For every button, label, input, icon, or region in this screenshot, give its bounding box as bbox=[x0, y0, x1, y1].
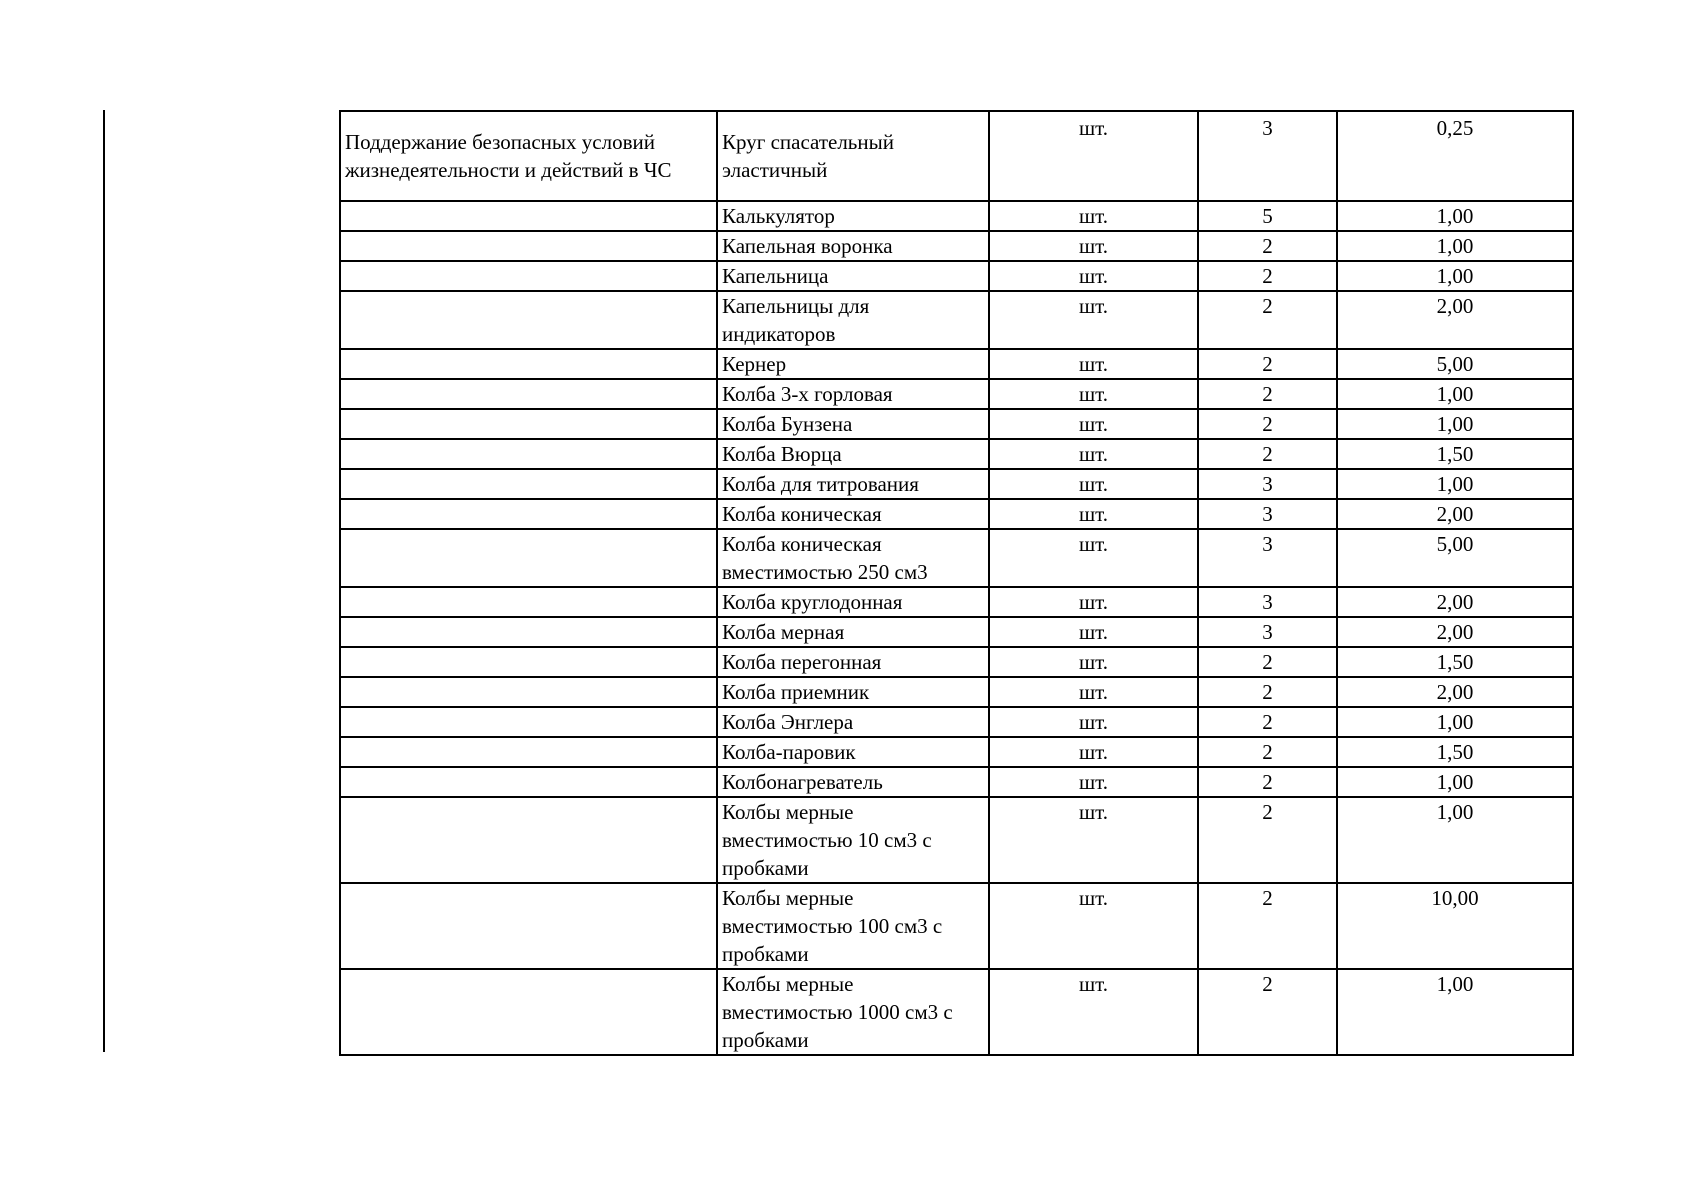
equipment-table-body bbox=[340, 111, 1573, 1055]
item-unit-cell: шт. bbox=[989, 767, 1198, 797]
item-name-cell: Колбы мерные вместимостью 1000 см3 с пробками bbox=[717, 969, 989, 1055]
item-name-cell: Капельницы для индикаторов bbox=[717, 291, 989, 349]
item-value-cell: 1,00 bbox=[1337, 201, 1573, 231]
item-unit-cell: шт. bbox=[989, 261, 1198, 291]
item-unit-cell: шт. bbox=[989, 617, 1198, 647]
section-cell-empty bbox=[340, 439, 717, 469]
section-cell-empty bbox=[340, 677, 717, 707]
table-row bbox=[340, 797, 1573, 883]
section-cell-empty bbox=[340, 767, 717, 797]
item-qty-cell: 2 bbox=[1198, 349, 1337, 379]
table-row bbox=[340, 349, 1573, 379]
table-row bbox=[340, 111, 1573, 201]
item-qty-cell: 3 bbox=[1198, 617, 1337, 647]
item-qty-cell: 3 bbox=[1198, 469, 1337, 499]
item-name-cell: Колба Вюрца bbox=[717, 439, 989, 469]
item-value-cell: 1,00 bbox=[1337, 469, 1573, 499]
item-value-cell: 2,00 bbox=[1337, 587, 1573, 617]
table-row bbox=[340, 767, 1573, 797]
table-row bbox=[340, 379, 1573, 409]
item-unit-cell: шт. bbox=[989, 379, 1198, 409]
item-qty-cell: 2 bbox=[1198, 969, 1337, 1055]
item-name-cell: Кернер bbox=[717, 349, 989, 379]
item-unit-cell: шт. bbox=[989, 349, 1198, 379]
item-name-cell: Калькулятор bbox=[717, 201, 989, 231]
item-unit-cell: шт. bbox=[989, 231, 1198, 261]
item-value-cell: 10,00 bbox=[1337, 883, 1573, 969]
item-name-cell: Колба для титрования bbox=[717, 469, 989, 499]
item-qty-cell: 2 bbox=[1198, 677, 1337, 707]
item-unit-cell: шт. bbox=[989, 111, 1198, 201]
section-cell-empty bbox=[340, 617, 717, 647]
table-row bbox=[340, 737, 1573, 767]
item-value-cell: 5,00 bbox=[1337, 529, 1573, 587]
item-name-cell: Колба 3-х горловая bbox=[717, 379, 989, 409]
item-value-cell: 1,00 bbox=[1337, 969, 1573, 1055]
item-name-cell: Капельница bbox=[717, 261, 989, 291]
item-qty-cell: 2 bbox=[1198, 883, 1337, 969]
section-cell-empty bbox=[340, 349, 717, 379]
item-value-cell: 1,50 bbox=[1337, 647, 1573, 677]
item-name-cell: Колба перегонная bbox=[717, 647, 989, 677]
item-unit-cell: шт. bbox=[989, 883, 1198, 969]
item-unit-cell: шт. bbox=[989, 201, 1198, 231]
item-qty-cell: 3 bbox=[1198, 587, 1337, 617]
table-row bbox=[340, 647, 1573, 677]
item-value-cell: 2,00 bbox=[1337, 617, 1573, 647]
table-row bbox=[340, 707, 1573, 737]
section-cell-empty bbox=[340, 409, 717, 439]
item-value-cell: 2,00 bbox=[1337, 677, 1573, 707]
item-name-cell: Колба мерная bbox=[717, 617, 989, 647]
item-unit-cell: шт. bbox=[989, 499, 1198, 529]
table-row bbox=[340, 499, 1573, 529]
section-cell-empty bbox=[340, 201, 717, 231]
section-cell-empty bbox=[340, 261, 717, 291]
item-unit-cell: шт. bbox=[989, 707, 1198, 737]
item-qty-cell: 2 bbox=[1198, 767, 1337, 797]
item-name-cell: Колба коническая вместимостью 250 см3 bbox=[717, 529, 989, 587]
item-unit-cell: шт. bbox=[989, 587, 1198, 617]
section-cell-empty bbox=[340, 969, 717, 1055]
item-qty-cell: 2 bbox=[1198, 409, 1337, 439]
item-unit-cell: шт. bbox=[989, 409, 1198, 439]
item-value-cell: 5,00 bbox=[1337, 349, 1573, 379]
left-margin-rule bbox=[103, 110, 105, 1052]
item-qty-cell: 3 bbox=[1198, 111, 1337, 201]
table-row bbox=[340, 291, 1573, 349]
section-cell-empty bbox=[340, 379, 717, 409]
item-name-cell: Колба-паровик bbox=[717, 737, 989, 767]
item-unit-cell: шт. bbox=[989, 677, 1198, 707]
table-row bbox=[340, 469, 1573, 499]
item-value-cell: 1,00 bbox=[1337, 409, 1573, 439]
table-row bbox=[340, 261, 1573, 291]
item-value-cell: 1,50 bbox=[1337, 439, 1573, 469]
item-qty-cell: 2 bbox=[1198, 647, 1337, 677]
item-qty-cell: 2 bbox=[1198, 291, 1337, 349]
item-name-cell: Круг спасательный эластичный bbox=[717, 111, 989, 201]
item-qty-cell: 2 bbox=[1198, 231, 1337, 261]
table-row bbox=[340, 617, 1573, 647]
table-row bbox=[340, 529, 1573, 587]
item-qty-cell: 2 bbox=[1198, 439, 1337, 469]
item-value-cell: 2,00 bbox=[1337, 291, 1573, 349]
table-row bbox=[340, 231, 1573, 261]
table-row bbox=[340, 587, 1573, 617]
item-name-cell: Колба Энглера bbox=[717, 707, 989, 737]
item-value-cell: 1,00 bbox=[1337, 231, 1573, 261]
section-cell-empty bbox=[340, 797, 717, 883]
equipment-table bbox=[339, 110, 1574, 1056]
item-name-cell: Колбы мерные вместимостью 10 см3 с пробками bbox=[717, 797, 989, 883]
item-unit-cell: шт. bbox=[989, 291, 1198, 349]
item-qty-cell: 3 bbox=[1198, 499, 1337, 529]
item-unit-cell: шт. bbox=[989, 529, 1198, 587]
item-name-cell: Колба приемник bbox=[717, 677, 989, 707]
item-name-cell: Колбонагреватель bbox=[717, 767, 989, 797]
item-unit-cell: шт. bbox=[989, 737, 1198, 767]
item-qty-cell: 2 bbox=[1198, 737, 1337, 767]
item-value-cell: 1,00 bbox=[1337, 707, 1573, 737]
section-cell-empty bbox=[340, 707, 717, 737]
table-row bbox=[340, 677, 1573, 707]
item-name-cell: Колба круглодонная bbox=[717, 587, 989, 617]
item-unit-cell: шт. bbox=[989, 439, 1198, 469]
section-cell-empty bbox=[340, 737, 717, 767]
section-cell-empty bbox=[340, 231, 717, 261]
section-cell-empty bbox=[340, 587, 717, 617]
item-name-cell: Колба коническая bbox=[717, 499, 989, 529]
item-value-cell: 1,00 bbox=[1337, 767, 1573, 797]
item-name-cell: Колбы мерные вместимостью 100 см3 с пробками bbox=[717, 883, 989, 969]
item-value-cell: 1,00 bbox=[1337, 261, 1573, 291]
table-row bbox=[340, 969, 1573, 1055]
item-qty-cell: 2 bbox=[1198, 707, 1337, 737]
table-row bbox=[340, 439, 1573, 469]
section-cell-empty bbox=[340, 499, 717, 529]
item-value-cell: 0,25 bbox=[1337, 111, 1573, 201]
table-row bbox=[340, 883, 1573, 969]
item-qty-cell: 2 bbox=[1198, 379, 1337, 409]
item-name-cell: Колба Бунзена bbox=[717, 409, 989, 439]
section-cell-empty bbox=[340, 883, 717, 969]
section-cell-empty bbox=[340, 529, 717, 587]
item-unit-cell: шт. bbox=[989, 969, 1198, 1055]
item-qty-cell: 5 bbox=[1198, 201, 1337, 231]
section-cell-empty bbox=[340, 647, 717, 677]
item-qty-cell: 3 bbox=[1198, 529, 1337, 587]
item-unit-cell: шт. bbox=[989, 469, 1198, 499]
item-value-cell: 1,00 bbox=[1337, 379, 1573, 409]
item-unit-cell: шт. bbox=[989, 797, 1198, 883]
item-qty-cell: 2 bbox=[1198, 261, 1337, 291]
item-value-cell: 1,50 bbox=[1337, 737, 1573, 767]
item-qty-cell: 2 bbox=[1198, 797, 1337, 883]
item-unit-cell: шт. bbox=[989, 647, 1198, 677]
section-cell-empty bbox=[340, 291, 717, 349]
item-value-cell: 1,00 bbox=[1337, 797, 1573, 883]
table-row bbox=[340, 201, 1573, 231]
section-cell-empty bbox=[340, 469, 717, 499]
section-title-cell: Поддержание безопасных условий жизнедеятельности и действий в ЧС bbox=[340, 111, 717, 201]
table-row bbox=[340, 409, 1573, 439]
item-value-cell: 2,00 bbox=[1337, 499, 1573, 529]
item-name-cell: Капельная воронка bbox=[717, 231, 989, 261]
